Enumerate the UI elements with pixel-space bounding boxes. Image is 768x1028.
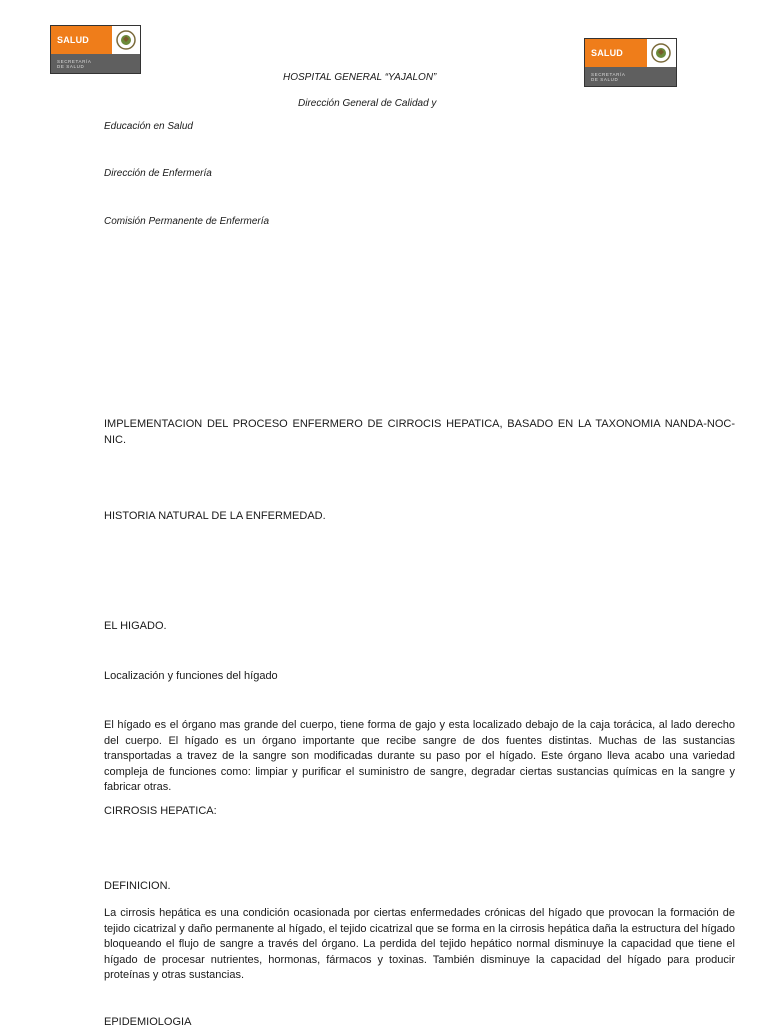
section-higado: EL HIGADO. xyxy=(104,620,167,632)
de-salud-text: DE SALUD xyxy=(57,63,85,69)
section-historia: HISTORIA NATURAL DE LA ENFERMEDAD. xyxy=(104,510,326,522)
document-title: IMPLEMENTACION DEL PROCESO ENFERMERO DE CIRROCIS HEPATICA, BASADO EN LA TAXONOMIA NANDA-NOC-NIC. xyxy=(104,418,735,446)
salud-logo-right xyxy=(584,38,677,87)
salud-brand-text: SALUD xyxy=(585,39,647,67)
secretaria-text: SECRETARÍA xyxy=(57,58,92,64)
salud-brand-text: SALUD xyxy=(51,26,112,54)
section-cirrosis: CIRROSIS HEPATICA: xyxy=(104,805,217,817)
mexico-seal-icon xyxy=(647,39,676,67)
salud-logo-left xyxy=(50,25,141,74)
direccion-general: Dirección General de Calidad y xyxy=(298,98,437,109)
hospital-name: HOSPITAL GENERAL “YAJALON” xyxy=(283,72,437,83)
paragraph-higado: El hígado es el órgano mas grande del cuerpo, tiene forma de gajo y esta localizado debajo de la caja torácica, al lado derecho del cuerpo. El hígado es un órgano importante que recibe sangre de dos fuentes distintas. Muchas de las sustancias transportadas a travez de la sangre son modificadas durante su paso por el hígado. Este órgano lleva acabo una variedad compleja de funciones como: limpiar y purificar el suministro de sangre, degradar ciertas sustancias químicas en la sangre y fabricar otras. xyxy=(104,719,735,793)
paragraph-definicion: La cirrosis hepática es una condición ocasionada por ciertas enfermedades crónicas del hígado que provocan la formación de tejido cicatrizal y daño permanente al hígado, el tejido cicatrizal que se forma en la cirrosis hepática daña la estructura del hígado bloqueando el flujo de sangre a través del órgano. La perdida del tejido hepático normal disminuye la capacidad que tiene el hígado de procesar nutrientes, hormonas, fármacos y toxinas. También disminuye la capacidad del hígado para producir proteínas y otras sustancias. xyxy=(104,907,735,981)
mexico-seal-icon xyxy=(112,26,140,54)
subsection-localizacion: Localización y funciones del hígado xyxy=(104,670,278,682)
section-definicion: DEFINICION. xyxy=(104,880,171,892)
comision-enfermeria: Comisión Permanente de Enfermería xyxy=(104,216,270,227)
de-salud-text: DE SALUD xyxy=(591,76,619,82)
educacion-salud: Educación en Salud xyxy=(104,121,193,132)
secretaria-text: SECRETARÍA xyxy=(591,71,626,77)
direccion-enfermeria: Dirección de Enfermería xyxy=(104,168,212,179)
section-epidemiologia: EPIDEMIOLOGIA xyxy=(104,1016,192,1028)
